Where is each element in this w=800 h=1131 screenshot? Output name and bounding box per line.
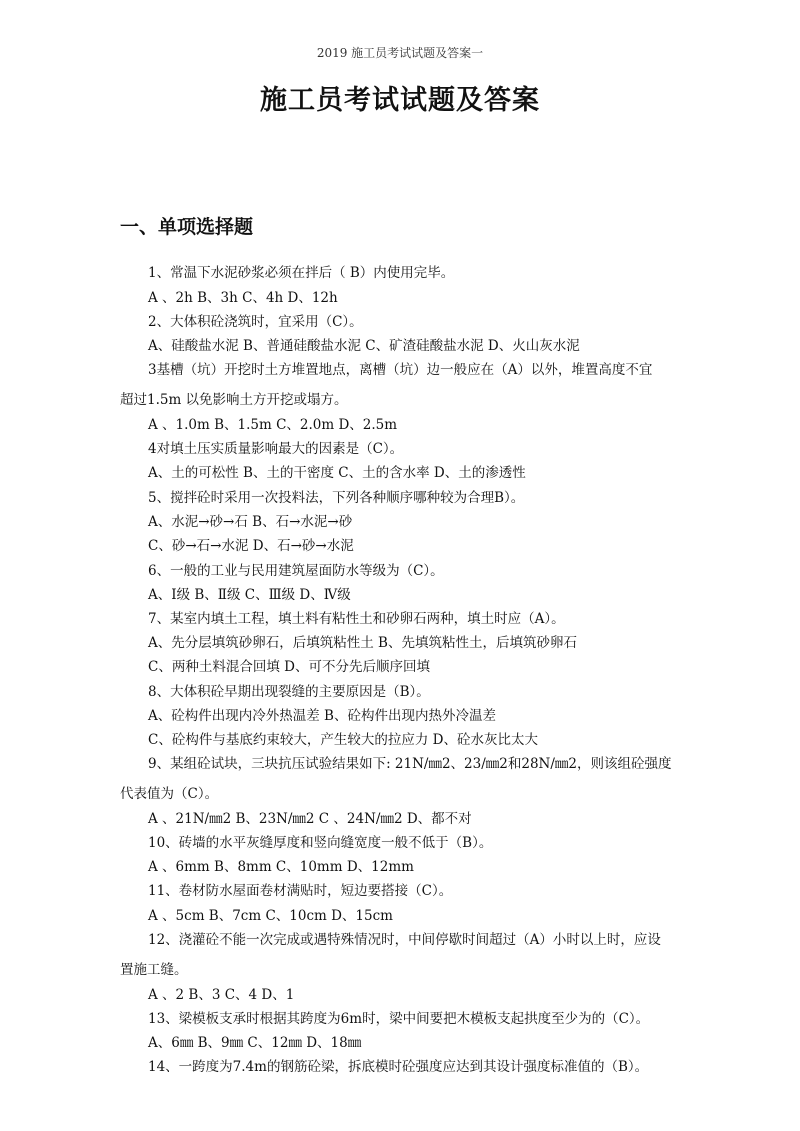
question-continuation: 代表值为（C）。 bbox=[120, 786, 219, 802]
answer-line: A、砼构件出现内冷外热温差 B、砼构件出现内热外冷温差 bbox=[148, 708, 496, 724]
question-line: 8、大体积砼早期出现裂缝的主要原因是（B）。 bbox=[148, 684, 430, 700]
answer-line: A 、6mm B、8mm C、10mm D、12mm bbox=[148, 859, 414, 875]
answer-line: C、两种土料混合回填 D、可不分先后顺序回填 bbox=[148, 659, 430, 675]
answer-line: A 、5cm B、7cm C、10cm D、15cm bbox=[148, 908, 393, 924]
question-continuation: 置施工缝。 bbox=[120, 962, 188, 978]
section-heading: 一、单项选择题 bbox=[120, 216, 254, 238]
question-line: 7、某室内填土工程，填土料有粘性土和砂卵石两种，填土时应（A）。 bbox=[148, 611, 565, 627]
answer-line: A、土的可松性 B、土的干密度 C、土的含水率 D、土的渗透性 bbox=[148, 465, 526, 481]
question-line: 9、某组砼试块，三块抗压试验结果如下: 21N/㎜2、23/㎜2和28N/㎜2，则该组砼强度 bbox=[148, 756, 672, 772]
question-line: 6、一般的工业与民用建筑屋面防水等级为（C）。 bbox=[148, 563, 444, 579]
document-title: 施工员考试试题及答案 bbox=[260, 85, 540, 116]
question-line: 2、大体积砼浇筑时，宜采用（C）。 bbox=[148, 314, 363, 330]
answer-line: A、硅酸盐水泥 B、普通硅酸盐水泥 C、矿渣硅酸盐水泥 D、火山灰水泥 bbox=[148, 338, 580, 354]
answer-line: A 、1.0m B、1.5m C、2.0m D、2.5m bbox=[148, 417, 398, 433]
answer-line: A 、2h B、3h C、4h D、12h bbox=[148, 290, 338, 306]
answer-line: A 、21N/㎜2 B、23N/㎜2 C 、24N/㎜2 D、都不对 bbox=[148, 811, 472, 827]
question-line: 13、梁模板支承时根据其跨度为6m时，梁中间要把木模板支起拱度至少为的（C）。 bbox=[148, 1011, 650, 1027]
question-line: 14、一跨度为7.4m的钢筋砼梁，拆底模时砼强度应达到其设计强度标准值的（B）。 bbox=[148, 1059, 649, 1075]
question-line: 1、常温下水泥砂浆必须在拌后（ B）内使用完毕。 bbox=[148, 265, 455, 281]
answer-line: A 、2 B、3 C、4 D、1 bbox=[148, 987, 295, 1003]
question-line: 5、搅拌砼时采用一次投料法，下列各种顺序哪种较为合理B）。 bbox=[148, 490, 525, 506]
answer-line: A、先分层填筑砂卵石，后填筑粘性土 B、先填筑粘性土，后填筑砂卵石 bbox=[148, 635, 577, 651]
answer-line: A、水泥→砂→石 B、石→水泥→砂 bbox=[148, 514, 353, 530]
answer-line: A、6㎜ B、9㎜ C、12㎜ D、18㎜ bbox=[148, 1035, 362, 1051]
question-line: 4对填土压实质量影响最大的因素是（C）。 bbox=[148, 441, 404, 457]
answer-line: A、Ⅰ级 B、Ⅱ级 C、Ⅲ级 D、Ⅳ级 bbox=[148, 587, 351, 603]
question-line: 11、卷材防水屋面卷材满贴时，短边要搭接（C）。 bbox=[148, 883, 453, 899]
page-header: 2019 施工员考试试题及答案一 bbox=[316, 46, 484, 60]
answer-line: C、砼构件与基底约束较大，产生较大的拉应力 D、砼水灰比太大 bbox=[148, 732, 538, 748]
question-line: 12、浇灌砼不能一次完成或遇特殊情况时，中间停歇时间超过（A）小时以上时，应设 bbox=[148, 932, 661, 948]
question-line: 3基槽（坑）开挖时土方堆置地点，离槽（坑）边一般应在（A）以外，堆置高度不宜 bbox=[148, 362, 653, 378]
answer-line: C、砂→石→水泥 D、石→砂→水泥 bbox=[148, 538, 354, 554]
question-continuation: 超过1.5m 以免影响土方开挖或塌方。 bbox=[120, 392, 348, 408]
question-line: 10、砖墙的水平灰缝厚度和竖向缝宽度一般不低于（B）。 bbox=[148, 835, 493, 851]
